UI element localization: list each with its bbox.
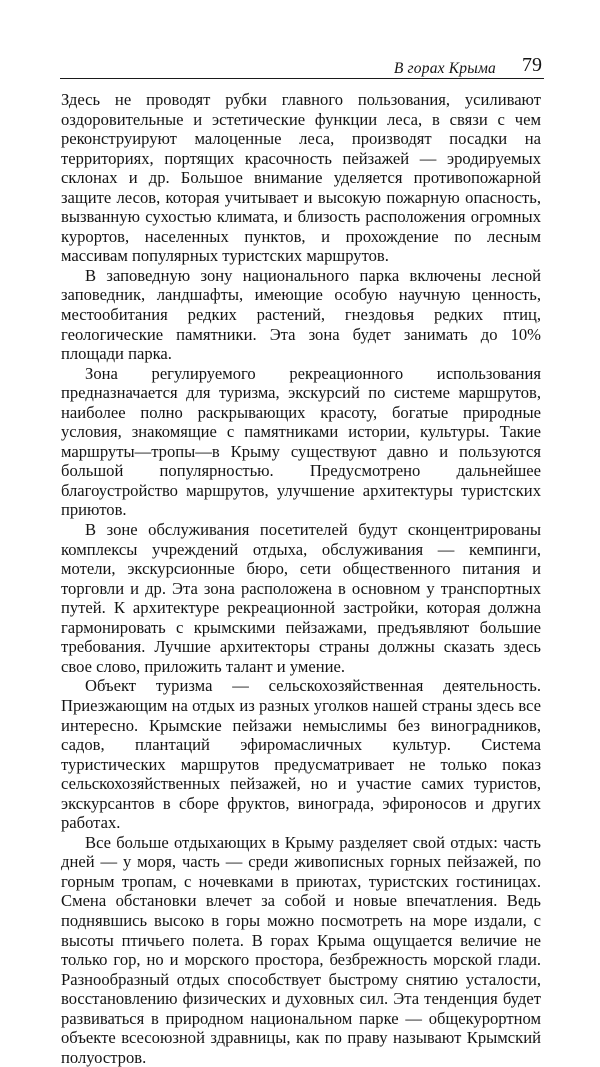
body-text: [61, 90, 541, 1067]
page-number: 79: [522, 54, 542, 76]
paragraph-1: Здесь не проводят рубки главного пользования, усиливают оздоровительные и эстетические функции леса, в связи с чем реконструируют малоценные леса, производят посадки на территориях, портящих красочность пейзажей — эродируемых склонах и др. Большое внимание уделяется противопожарной защите лесов, которая учитывает и высокую пожарную опасность, вызванную сухостью климата, и близость расположения огромных курортов, населенных пунктов, и прохождение по лесным массивам популярных туристских маршрутов.: [61, 90, 541, 266]
running-title: В горах Крыма: [393, 60, 496, 77]
paragraph-5: Объект туризма — сельскохозяйственная деятельность. Приезжающим на отдых из разных уголков нашей страны здесь все интересно. Крымские пейзажи немыслимы без виноградников, садов, плантаций эфиромасличных культур. Система туристических маршрутов предусматривает не только показ сельскохозяйственных пейзажей, но и участие самих туристов, экскурсантов в сборе фруктов, винограда, эфироносов и других работах.: [61, 676, 541, 833]
paragraph-6: Все больше отдыхающих в Крыму разделяет свой отдых: часть дней — у моря, часть — среди живописных горных пейзажей, по горным тропам, с ночевками в приютах, туристских гостиницах. Смена обстановки влечет за собой и новые впечатления. Ведь поднявшись высоко в горы можно посмотреть на море издали, с высоты птичьего полета. В горах Крыма ощущается величие не только гор, но и морского простора, безбрежность морской глади. Разнообразный отдых способствует быстрому снятию усталости, восстановлению физических и духовных сил. Эта тенденция будет развиваться в природном национальном парке — общекурортном объекте всесоюзной здравницы, как по праву называют Крымский полуостров.: [61, 832, 541, 1067]
paragraph-3: Зона регулируемого рекреационного использования предназначается для туризма, экскурсий по системе маршрутов, наиболее полно раскрывающих красоту, богатые природные условия, знакомящие с памятниками истории, культуры. Такие маршруты—тропы—в Крыму существуют давно и пользуются большой популярностью. Предусмотрено дальнейшее благоустройство маршрутов, улучшение архитектуры туристских приютов.: [61, 363, 541, 520]
paragraph-4: В зоне обслуживания посетителей будут сконцентрированы комплексы учреждений отдыха, обслуживания — кемпинги, мотели, экскурсионные бюро, сети общественного питания и торговли и др. Эта зона расположена в основном у транспортных путей. К архитектуре рекреационной застройки, которая должна гармонировать с крымскими пейзажами, предъявляют большие требования. Лучшие архитекторы страны должны сказать здесь свое слово, приложить талант и умение.: [61, 520, 541, 676]
running-head: [60, 52, 544, 79]
paragraph-2: В заповедную зону национального парка включены лесной заповедник, ландшафты, имеющие особую научную ценность, местообитания редких растений, гнездовья редких птиц, геологические памятники. Эта зона будет занимать до 10% площади парка.: [61, 265, 541, 364]
